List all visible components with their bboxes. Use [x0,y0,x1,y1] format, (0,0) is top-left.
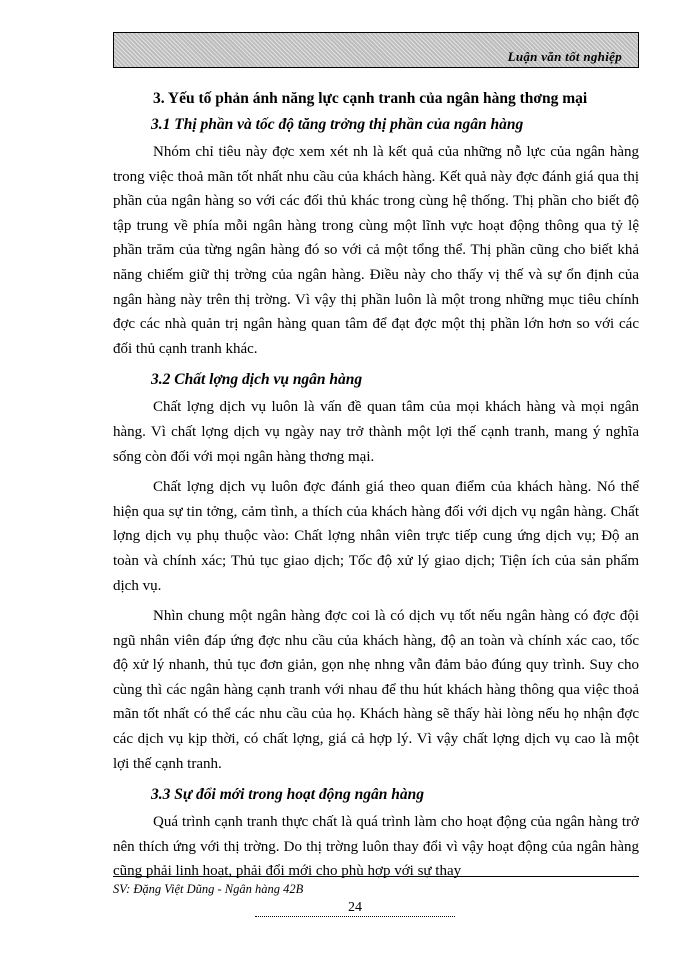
footer-author: SV: Đặng Việt Dũng - Ngân hàng 42B [113,882,304,896]
section-heading: 3. Yếu tố phản ánh năng lực cạnh tranh của ngân hàng thơng mại [153,90,588,107]
page-number: 24 [255,900,455,917]
paragraph: Nhìn chung một ngân hàng đợc coi là có dịch vụ tốt nếu ngân hàng có đợc đội ngũ nhân viên đáp ứng đợc nhu cầu của khách hàng, độ an toàn và chính xác cao, tốc độ xử lý nhanh, thủ tục đơn giản, gọn nhẹ nhng vẫn đảm bảo đúng quy trình. Suy cho cùng thì các ngân hàng cạnh tranh với nhau để thu hút khách hàng thông qua việc thoả mãn tốt nhất có thể các nhu cầu của họ. Khách hàng sẽ thấy hài lòng nếu họ nhận đợc các dịch vụ kịp thời, có chất lợng, giá cả hợp lý. Vì vậy chất lợng dịch vụ cao là một lợi thế cạnh tranh. [113,608,639,772]
document-body [113,86,639,890]
paragraph: Chất lợng dịch vụ luôn đợc đánh giá theo quan điểm của khách hàng. Nó thể hiện qua sự tin tởng, cảm tình, a thích của khách hàng đối với dịch vụ ngân hàng. Chất lợng dịch vụ phụ thuộc vào: Chất lợng nhân viên trực tiếp cung ứng dịch vụ; Độ an toàn và chính xác; Thủ tục giao dịch; Tốc độ xử lý giao dịch; Tiện ích của sản phẩm dịch vụ. [113,479,639,594]
header-title: Luận văn tốt nghiệp [507,49,622,64]
paragraph: Quá trình cạnh tranh thực chất là quá trình làm cho hoạt động của ngân hàng trở nên thích ứng với thị trờng. Do thị trờng luôn thay đổi vì vậy hoạt động của ngân hàng cũng phải linh hoạt, phải đổi mới cho phù hợp với sự thay [113,814,639,880]
page-header [113,32,639,68]
paragraph: Chất lợng dịch vụ luôn là vấn đề quan tâm của mọi khách hàng và mọi ngân hàng. Vì chất lợng dịch vụ ngày nay trở thành một lợi thế cạnh tranh, mang ý nghĩa sống còn đối với mọi ngân hàng thơng mại. [113,399,639,465]
subsection-heading-3-1: 3.1 Thị phần và tốc độ tăng trởng thị phần của ngân hàng [151,116,524,133]
subsection-heading-3-2: 3.2 Chất lợng dịch vụ ngân hàng [151,371,363,389]
paragraph: Nhóm chỉ tiêu này đợc xem xét nh là kết quả của những nỗ lực của ngân hàng trong việc thoả mãn tốt nhất nhu cầu của khách hàng. Kết quả này đợc đánh giá qua thị phần của ngân hàng so với các đối thủ khác trong cùng hệ thống. Thị phần cho biết độ tập trung về phía mỗi ngân hàng trong cùng một lĩnh vực hoạt động thông qua tỷ lệ phần trăm của từng ngân hàng đó so với cả một tổng thể. Thị phần cũng cho biết khả năng chiếm giữ thị trờng của ngân hàng. Điều này cho thấy vị thế và sự ổn định của ngân hàng này trên thị trờng. Vì vậy thị phần luôn là một trong những mục tiêu chính đợc các nhà quản trị ngân hàng quan tâm để đạt đợc một thị phần lớn hơn so với các đối thủ cạnh tranh khác. [113,144,639,357]
subsection-heading-3-3: 3.3 Sự đổi mới trong hoạt động ngân hàng [151,786,425,804]
footer-divider [113,876,639,877]
